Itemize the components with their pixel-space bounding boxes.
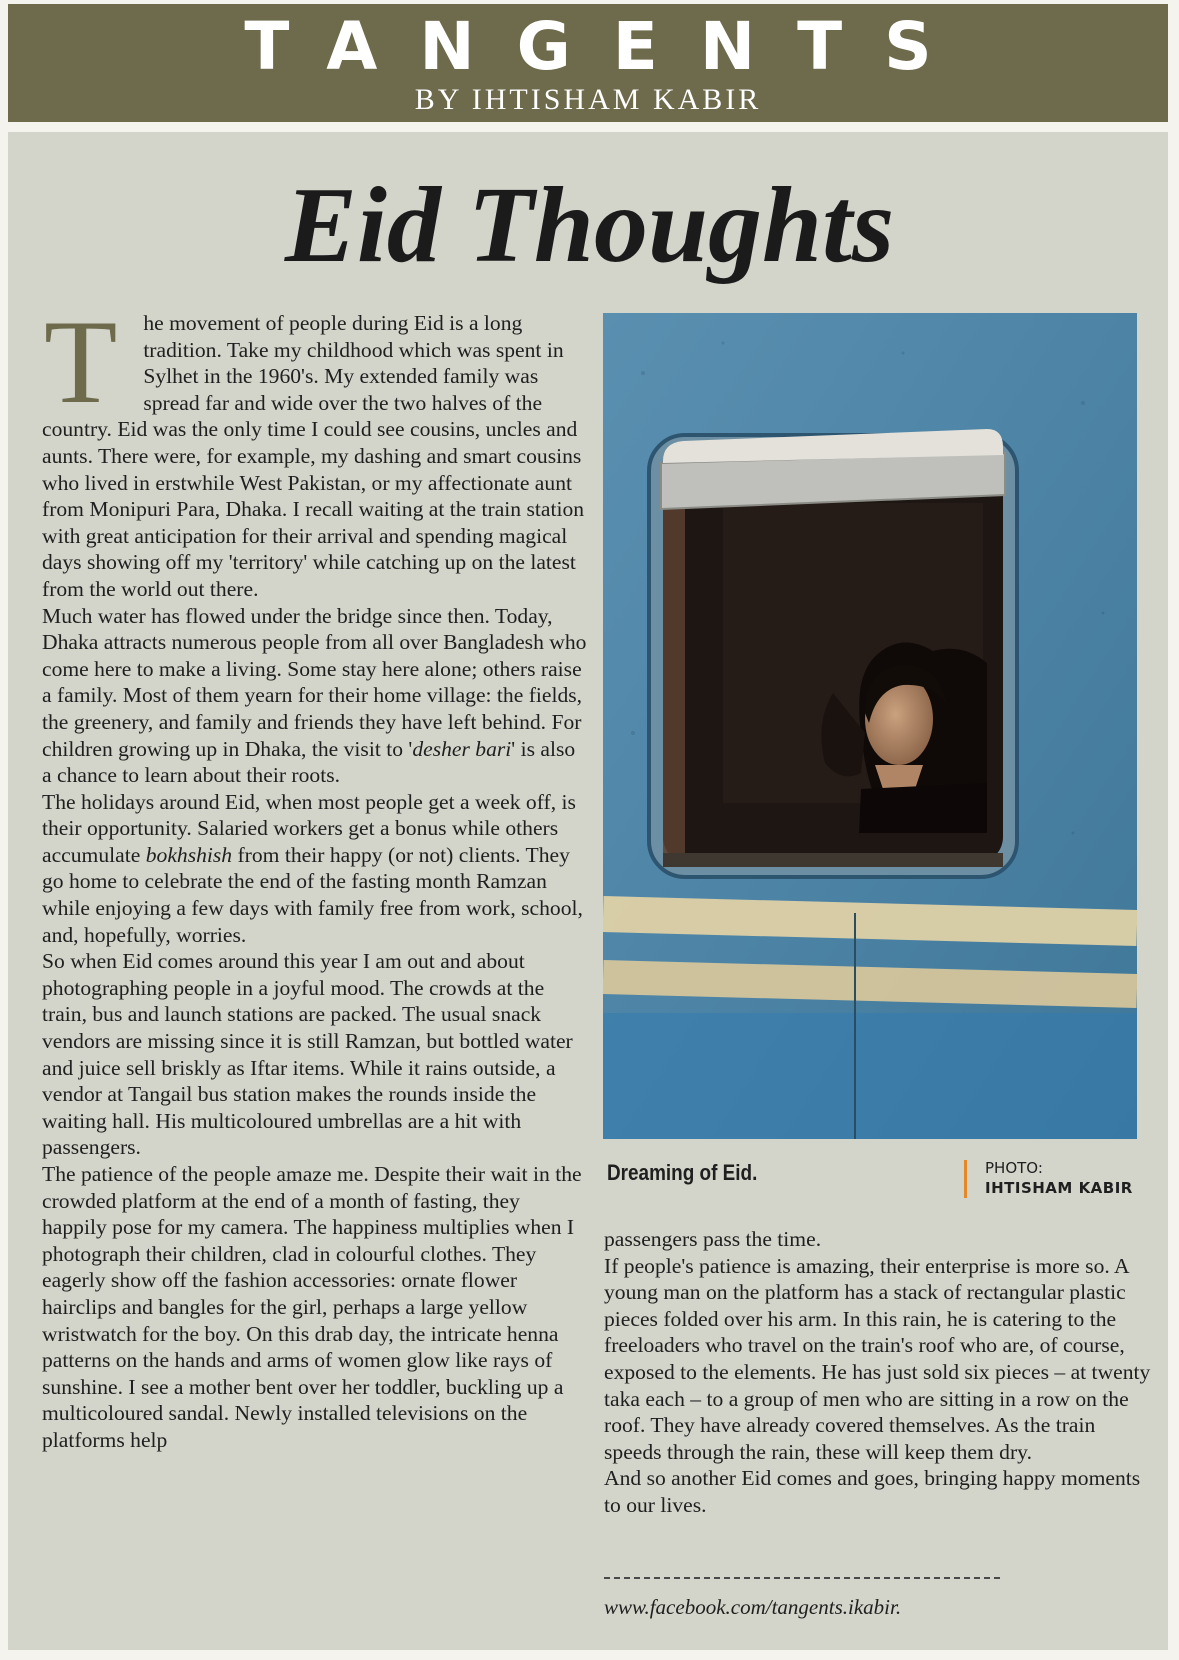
paragraph-6: If people's patience is amazing, their enterprise is more so. A young man on the platform has a stack of rectangular plastic pieces folded over his arm. In this rain, he is catering to the freeloaders who travel on the train's roof who are, of course, exposed to the elements. He has just sold six pieces – at twenty taka each – to a group of men who are sitting in a row on the roof. They have already covered themselves. As the train speeds through the rain, these will keep them dry. (604, 1253, 1151, 1464)
article-headline: Eid Thoughts (284, 166, 895, 285)
credit-divider (964, 1160, 967, 1198)
drop-cap: T (44, 295, 118, 428)
divider-line (604, 1577, 1000, 1579)
column-title: TANGENTS (244, 8, 974, 85)
column-byline: BY IHTISHAM KABIR (414, 83, 762, 116)
paragraph-1-text: he movement of people during Eid is a long tradition. Take my childhood which was spent in Sylhet in the 1960's. My extended family was spread far and wide over the two halves of the country. Eid was the only time I could see cousins, uncles and aunts. There were, for example, my dashing and smart cousins who lived in erstwhile West Pakistan, or my affectionate aunt from Monipuri Para, Dhaka. I recall waiting at the train station with great anticipation for their arrival and spending magical days showing off my 'territory' while catching up on the latest from the world out there. (42, 311, 585, 601)
paragraph-2-text-a: Much water has flowed under the bridge since then. Today, Dhaka attracts numerous people from all over Bangladesh who come here to make a living. Some stay here alone; others raise a family. Most of them yearn for their home village: the fields, the greenery, and family and friends they have left behind. For children growing up in Dhaka, the visit to ' (42, 603, 587, 761)
paragraph-5-continued: passengers pass the time. (604, 1227, 822, 1251)
paragraph-2 (42, 603, 590, 789)
facebook-link[interactable]: www.facebook.com/tangents.ikabir. (604, 1595, 902, 1619)
paragraph-1 (42, 295, 590, 603)
paragraph-4: So when Eid comes around this year I am out and about photographing people in a joyful mood. The crowds at the train, bus and launch stations are packed. The usual snack vendors are missing since it is still Ramzan, but bottled water and juice sell briskly as Iftar items. While it rains outside, a vendor at Tangail bus station makes the rounds inside the waiting hall. His multicoloured umbrellas are a hit with passengers. (42, 949, 573, 1160)
masthead (8, 4, 1168, 122)
paragraph-3-text-b: from their happy (or not) clients. They go home to celebrate the end of the fasting month Ramzan while enjoying a few days with family free from work, school, and, hopefully, worries. (42, 842, 583, 947)
paragraph-2-italic: desher bari (412, 736, 512, 761)
article-column-right (604, 1226, 1152, 1519)
photo-caption: Dreaming of Eid. (607, 1160, 758, 1185)
paragraph-2-text-b: ' is also a chance to learn about their roots. (42, 736, 576, 788)
paragraph-3-text-a: The holidays around Eid, when most people get a week off, is their opportunity. Salaried workers get a bonus while others accumulate (42, 789, 576, 867)
article-column-left (42, 295, 590, 1454)
paragraph-3 (42, 789, 590, 949)
paragraph-7: And so another Eid comes and goes, bringing happy moments to our lives. (604, 1466, 1141, 1517)
photo-credit-label: PHOTO: (985, 1159, 1043, 1177)
train-window-photo (603, 313, 1137, 1139)
paragraph-5: The patience of the people amaze me. Despite their wait in the crowded platform at the end of a month of fasting, they happily pose for my camera. The happiness multiplies when I photograph their children, clad in colourful clothes. They eagerly show off the fashion accessories: ornate flower hairclips and bangles for the girl, perhaps a large yellow wristwatch for the boy. On this drab day, the intricate henna patterns on the hands and arms of women glow like rays of sunshine. I see a mother bent over her toddler, buckling up a multicoloured sandal. Newly installed televisions on the platforms help (42, 1162, 582, 1452)
photo-credit-name: IHTISHAM KABIR (985, 1179, 1133, 1197)
paragraph-3-italic: bokhshish (145, 842, 233, 867)
